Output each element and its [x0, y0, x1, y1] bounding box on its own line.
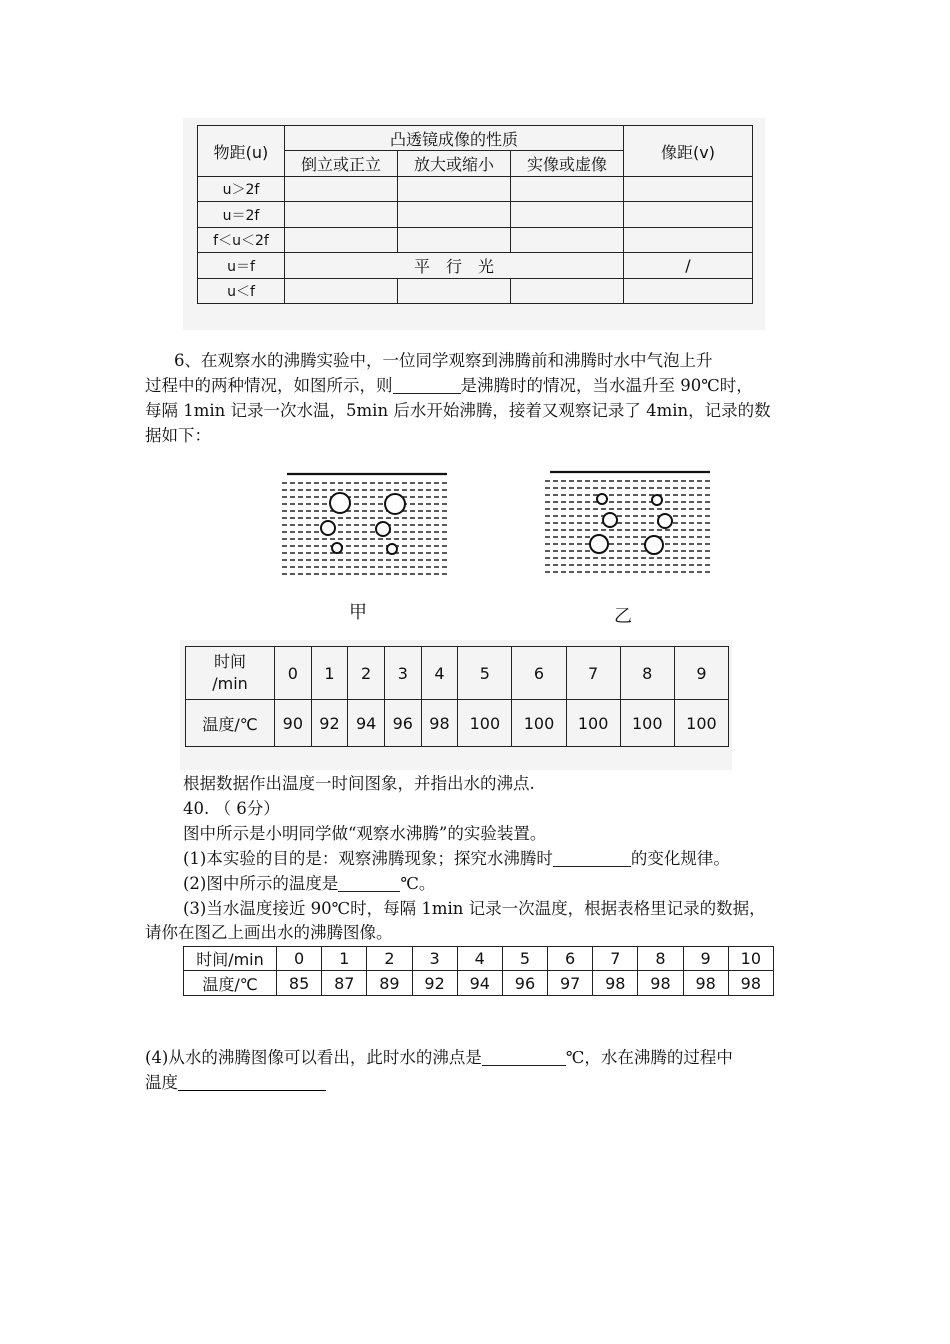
q40-part4-a: (4)从水的沸腾图像可以看出，此时水的沸点是	[145, 1048, 482, 1067]
time-cell: 0	[275, 647, 312, 700]
table-row	[184, 947, 774, 971]
time-cell: 5	[502, 947, 547, 971]
q40-part2	[183, 872, 435, 896]
answer-cell	[624, 279, 753, 304]
answer-cell	[624, 202, 753, 228]
bubble	[330, 493, 350, 513]
col-image-distance: 像距(v)	[624, 126, 753, 177]
q40-part3-line2: 请你在图乙上画出水的沸腾图像。	[145, 923, 393, 942]
answer-cell	[624, 177, 753, 202]
answer-cell	[398, 202, 511, 228]
answer-cell	[398, 177, 511, 202]
temp-cell: 100	[566, 700, 620, 747]
row-u-label: u＝f	[198, 253, 285, 279]
temp-cell: 98	[638, 971, 683, 996]
lens-imaging-table	[197, 125, 753, 304]
time-header-cell: 时间/min	[184, 947, 277, 971]
row-u-label: u＝2f	[198, 202, 285, 228]
time-cell: 5	[458, 647, 512, 700]
temp-header-cell: 温度/℃	[184, 971, 277, 996]
temp-cell: 100	[674, 700, 728, 747]
table-row	[198, 279, 753, 304]
temp-cell: 90	[275, 700, 312, 747]
q40-part2-a: (2)图中所示的温度是	[183, 874, 339, 893]
q6-line3: 每隔 1min 记录一次水温，5min 后水开始沸腾，接着又观察记录了 4min，记录的数	[145, 401, 771, 420]
figure-label-yi: 乙	[614, 606, 632, 627]
time-cell: 8	[638, 947, 683, 971]
temp-cell: 98	[593, 971, 638, 996]
bubble	[652, 495, 662, 505]
time-cell: 0	[277, 947, 322, 971]
row-u-label: u＜f	[198, 279, 285, 304]
q40-part1-b: 的变化规律。	[630, 849, 730, 868]
q40-part2-blank[interactable]	[338, 875, 400, 892]
time-cell: 9	[683, 947, 728, 971]
answer-cell	[398, 279, 511, 304]
time-cell: 4	[421, 647, 458, 700]
answer-cell	[285, 202, 398, 228]
sub-col-orientation: 倒立或正立	[285, 151, 398, 177]
bubble	[590, 535, 608, 553]
bubble	[385, 494, 405, 514]
figure-label-jia: 甲	[349, 602, 367, 623]
q40-part4-temp-blank[interactable]	[178, 1074, 326, 1091]
time-header-line1: 时间	[213, 652, 246, 671]
time-cell: 9	[674, 647, 728, 700]
bubble	[645, 536, 663, 554]
temp-cell: 98	[683, 971, 728, 996]
time-cell: 6	[512, 647, 566, 700]
table-row	[198, 253, 753, 279]
q6-line4: 据如下：	[145, 426, 211, 445]
boiling-bubbles-figure	[270, 462, 740, 627]
temp-cell: 89	[367, 971, 412, 996]
table-row	[184, 971, 774, 996]
time-cell: 3	[384, 647, 421, 700]
temp-cell: 92	[311, 700, 348, 747]
time-cell: 3	[412, 947, 457, 971]
sub-col-size: 放大或缩小	[398, 151, 511, 177]
answer-cell	[285, 177, 398, 202]
temp-cell: 100	[458, 700, 512, 747]
graph-instruction: 根据数据作出温度一时间图象，并指出水的沸点.	[183, 774, 535, 793]
time-cell: 7	[593, 947, 638, 971]
bubble	[387, 544, 397, 554]
time-cell: 2	[348, 647, 385, 700]
temp-cell: 94	[457, 971, 502, 996]
row-u-label: f＜u＜2f	[198, 228, 285, 253]
answer-cell	[285, 279, 398, 304]
time-cell: 7	[566, 647, 620, 700]
bubble	[332, 543, 342, 553]
col-image-nature: 凸透镜成像的性质	[285, 126, 624, 151]
boiling-data-table-2	[183, 946, 774, 996]
temp-cell: 97	[548, 971, 593, 996]
temp-cell: 87	[322, 971, 367, 996]
time-cell: 1	[311, 647, 348, 700]
answer-cell	[511, 279, 624, 304]
bubble	[597, 494, 607, 504]
q40-part4-b: ℃，水在沸腾的过程中	[565, 1048, 733, 1067]
bubble	[603, 513, 617, 527]
q40-part4-line2	[145, 1071, 326, 1095]
temp-cell: 100	[620, 700, 674, 747]
temp-cell: 100	[512, 700, 566, 747]
time-cell: 10	[728, 947, 773, 971]
merged-parallel-light: 平 行 光	[285, 253, 624, 279]
time-cell: 1	[322, 947, 367, 971]
table-row	[186, 700, 729, 747]
time-cell: 6	[548, 947, 593, 971]
q40-part3-line1: (3)当水温度接近 90℃时，每隔 1min 记录一次温度，根据表格里记录的数据，	[183, 899, 766, 918]
answer-cell	[511, 177, 624, 202]
answer-cell	[511, 202, 624, 228]
bubble	[376, 522, 390, 536]
q6-line2-a: 过程中的两种情况，如图所示，则	[145, 376, 393, 395]
time-cell: 8	[620, 647, 674, 700]
table-row	[198, 177, 753, 202]
q40-part1-blank[interactable]	[553, 850, 631, 867]
answer-cell	[624, 228, 753, 253]
q40-part1-a: (1)本实验的目的是：观察沸腾现象；探究水沸腾时	[183, 849, 553, 868]
time-header-line2: /min	[212, 674, 248, 693]
sub-col-real-virtual: 实像或虚像	[511, 151, 624, 177]
time-header-cell	[186, 647, 275, 700]
q6-line2	[145, 374, 753, 398]
temp-cell: 96	[502, 971, 547, 996]
temp-header-cell: 温度/℃	[186, 700, 275, 747]
temp-cell: 94	[348, 700, 385, 747]
temp-cell: 96	[384, 700, 421, 747]
q6-line1: 6、在观察水的沸腾实验中，一位同学观察到沸腾前和沸腾时水中气泡上升	[174, 351, 713, 370]
time-cell: 4	[457, 947, 502, 971]
table-row	[198, 228, 753, 253]
table-row	[186, 647, 729, 700]
q40-part4-line2-text: 温度	[145, 1073, 178, 1092]
bubble	[658, 514, 672, 528]
q40-title: 40. （ 6分）	[183, 799, 280, 818]
col-object-distance: 物距(u)	[198, 126, 285, 177]
boiling-data-table-1	[185, 646, 729, 747]
q40-intro: 图中所示是小明同学做“观察水沸腾”的实验装置。	[183, 824, 547, 843]
row-u-label: u＞2f	[198, 177, 285, 202]
answer-cell	[511, 228, 624, 253]
temp-cell: 92	[412, 971, 457, 996]
q40-part4-line1	[145, 1046, 733, 1070]
temp-cell: 85	[277, 971, 322, 996]
time-cell: 2	[367, 947, 412, 971]
table-row	[198, 202, 753, 228]
figure-yi	[545, 472, 713, 572]
bubble	[321, 521, 335, 535]
q40-part2-b: ℃。	[400, 874, 436, 893]
q40-part1	[183, 847, 730, 871]
q40-part4-blank[interactable]	[482, 1049, 566, 1066]
q6-line2-b: 是沸腾时的情况，当水温升至 90℃时，	[460, 376, 753, 395]
temp-cell: 98	[728, 971, 773, 996]
image-distance-value: /	[624, 253, 753, 279]
q6-answer-blank[interactable]	[393, 377, 461, 394]
temp-cell: 98	[421, 700, 458, 747]
answer-cell	[398, 228, 511, 253]
answer-cell	[285, 228, 398, 253]
figure-jia	[282, 474, 450, 574]
